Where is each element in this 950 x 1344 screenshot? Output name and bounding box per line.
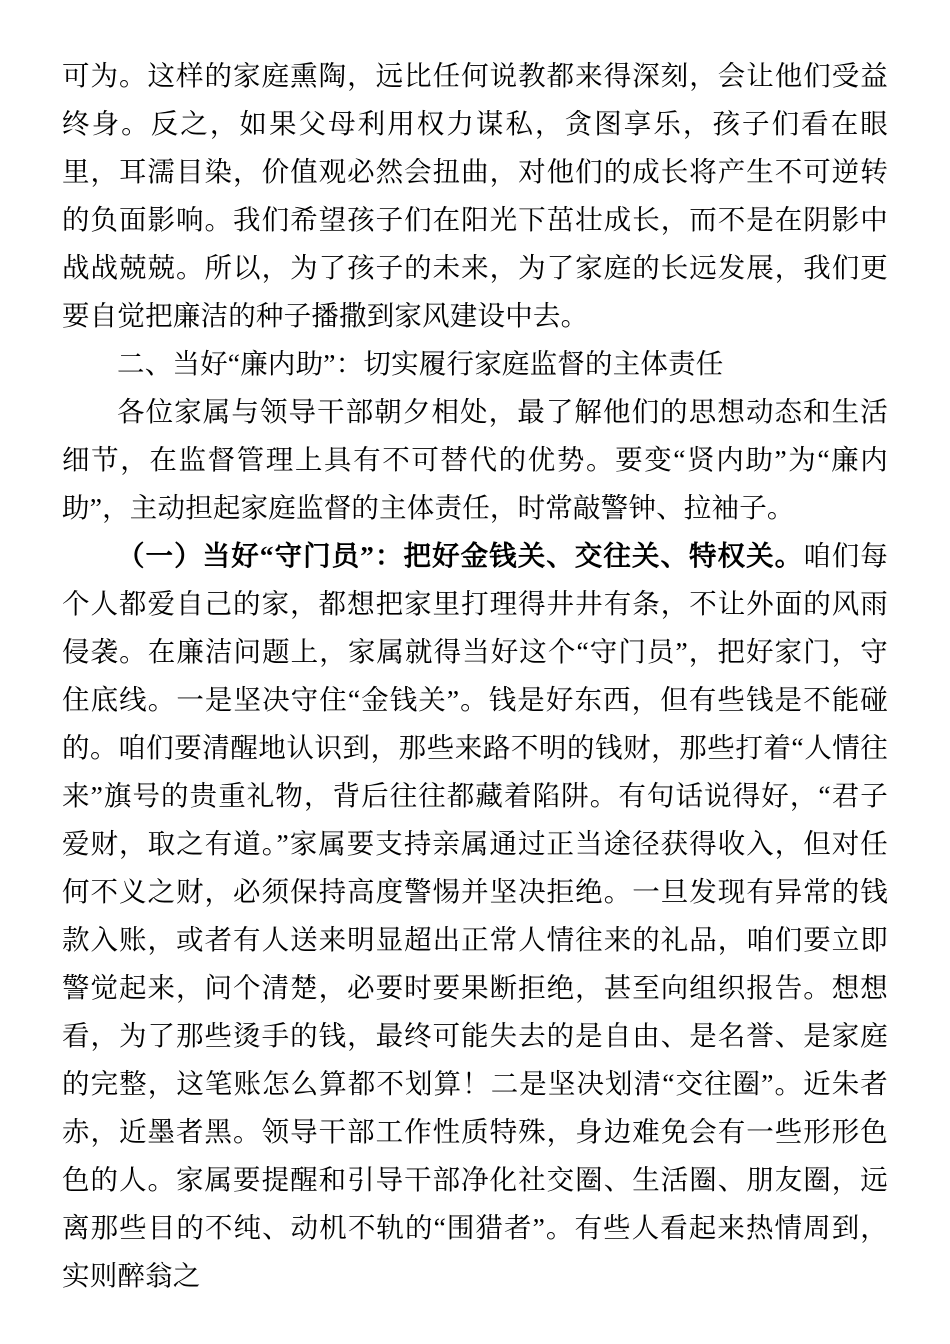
subsection-one-body: 咱们每个人都爱自己的家，都想把家里打理得井井有条，不让外面的风雨侵袭。在廉洁问题上，家属就得当好这个“守门员”，把好家门，守住底线。一是坚决守住“金钱关”。钱是好东西，但有些钱是不能碰的。咱们要清醒地认识到，那些来路不明的钱财，那些打着“人情往来”旗号的贵重礼物，背后往往都藏着陷阱。有句话说得好，“君子爱财，取之有道。”家属要支持亲属通过正当途径获得收入，但对任何不义之财，必须保持高度警惕并坚决拒绝。一旦发现有异常的钱款入账，或者有人送来明显超出正常人情往来的礼品，咱们要立即警觉起来，问个清楚，必要时要果断拒绝，甚至向组织报告。想想看，为了那些烫手的钱，最终可能失去的是自由、是名誉、是家庭的完整，这笔账怎么算都不划算！二是坚决划清“交往圈”。近朱者赤，近墨者黑。领导干部工作性质特殊，身边难免会有一些形形色色的人。家属要提醒和引导干部净化社交圈、生活圈、朋友圈，远离那些目的不纯、动机不轨的“围猎者”。有些人看起来热情周到，实则醉翁之 xyxy=(62,540,888,1291)
subsection-one-lead: （一）当好“守门员”：把好金钱关、交往关、特权关。 xyxy=(117,540,804,571)
section-heading-two: 二、当好“廉内助”：切实履行家庭监督的主体责任 xyxy=(117,348,724,379)
subsection-one-paragraph xyxy=(62,532,888,1300)
document-body xyxy=(62,52,888,1300)
paragraph-continuation: 可为。这样的家庭熏陶，远比任何说教都来得深刻，会让他们受益终身。反之，如果父母利用权力谋私，贪图享乐，孩子们看在眼里，耳濡目染，价值观必然会扭曲，对他们的成长将产生不可逆转的负面影响。我们希望孩子们在阳光下茁壮成长，而不是在阴影中战战兢兢。所以，为了孩子的未来，为了家庭的长远发展，我们更要自觉把廉洁的种子播撒到家风建设中去。 xyxy=(62,60,888,331)
section-intro-paragraph: 各位家属与领导干部朝夕相处，最了解他们的思想动态和生活细节，在监督管理上具有不可替代的优势。要变“贤内助”为“廉内助”，主动担起家庭监督的主体责任，时常敲警钟、拉袖子。 xyxy=(62,396,888,523)
